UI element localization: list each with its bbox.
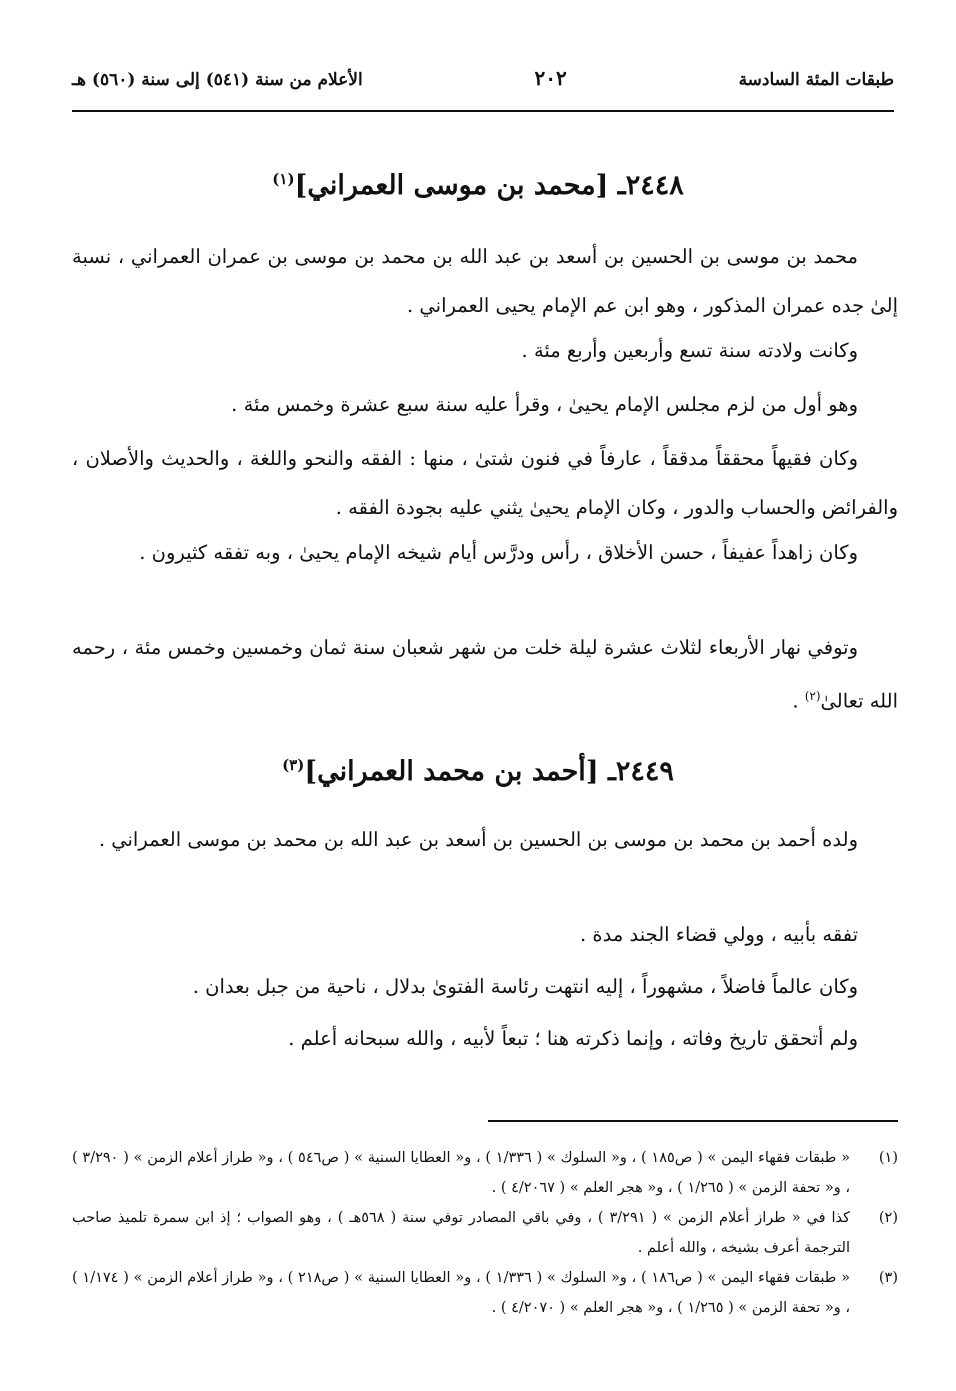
footnote — [72, 1143, 898, 1203]
footnote-number: (٢) — [878, 1210, 898, 1226]
footnote-ref[interactable]: (١) — [272, 170, 295, 188]
footnote-ref[interactable]: (٢) — [804, 689, 821, 703]
paragraph: تفقه بأبيه ، وولي قضاء الجند مدة . — [580, 923, 858, 946]
footnote — [72, 1203, 898, 1263]
paragraph — [72, 623, 898, 726]
paragraph: وكان زاهداً عفيفاً ، حسن الأخلاق ، رأس ودرَّس أيام شيخه الإمام يحيىٰ ، وبه تفقه كثيرون . — [139, 541, 858, 564]
paragraph: محمد بن موسى بن الحسين بن أسعد بن عبد الله بن محمد بن موسى بن عمران العمراني ، نسبة إلىٰ جده عمران المذكور ، وهو ابن عم الإمام يحيى العمراني . — [72, 245, 898, 317]
paragraph: وكان عالماً فاضلاً ، مشهوراً ، إليه انتهت رئاسة الفتوىٰ بدلال ، ناحية من جبل بعدان . — [192, 975, 858, 998]
paragraph-end: . — [792, 689, 805, 713]
footnote-ref[interactable]: (٣) — [282, 756, 305, 774]
paragraph: ولم أتحقق تاريخ وفاته ، وإنما ذكرته هنا ؛ تبعاً لأبيه ، والله سبحانه أعلم . — [288, 1027, 858, 1050]
entry-title-2448 — [72, 170, 884, 201]
footnote-text: « طبقات فقهاء اليمن » ( ص١٨٦ ) ، و« السلوك » ( ١/٣٣٦ ) ، و« العطايا السنية » ( ص٢١٨ ) ، و« طراز أعلام الزمن » ( ١/١٧٤ ) ، و« تحفة الزمن » ( ١/٢٦٥ ) ، و« هجر العلم » ( ٤/٢٠٧٠ ) . — [72, 1270, 850, 1316]
entry-title-2449 — [72, 756, 884, 787]
paragraph: وكانت ولادته سنة تسع وأربعين وأربع مئة . — [521, 339, 858, 362]
footnote-divider — [488, 1120, 898, 1122]
paragraph: وهو أول من لزم مجلس الإمام يحيىٰ ، وقرأ عليه سنة سبع عشرة وخمس مئة . — [231, 393, 858, 416]
header-range-title: الأعلام من سنة (٥٤١) إلى سنة (٥٦٠) هـ — [72, 70, 363, 90]
footnote-number: (٣) — [878, 1270, 898, 1286]
paragraph: وكان فقيهاً محققاً مدققاً ، عارفاً في فنون شتىٰ ، منها : الفقه والنحو واللغة ، والحديث والأصلان ، والفرائض والحساب والدور ، وكان الإمام يحيىٰ يثني عليه بجودة الفقه . — [72, 447, 898, 519]
running-header — [72, 66, 894, 112]
page-number: ٢٠٢ — [534, 66, 567, 90]
paragraph: ولده أحمد بن محمد بن موسى بن الحسين بن أسعد بن عبد الله بن محمد بن موسى العمراني . — [98, 828, 858, 851]
footnote-number: (١) — [878, 1150, 898, 1166]
footnotes — [72, 1143, 898, 1323]
footnote-text: كذا في « طراز أعلام الزمن » ( ٣/٢٩١ ) ، وفي باقي المصادر توفي سنة ( ٥٦٨هـ ) ، وهو الصواب ؛ إذ ابن سمرة تلميذ صاحب الترجمة أعرف بشيخه ، والله أعلم . — [72, 1210, 850, 1256]
footnote-text: « طبقات فقهاء اليمن » ( ص١٨٥ ) ، و« السلوك » ( ١/٣٣٦ ) ، و« العطايا السنية » ( ص٥٤٦ ) ، و« طراز أعلام الزمن » ( ٣/٢٩٠ ) ، و« تحفة الزمن » ( ١/٢٦٥ ) ، و« هجر العلم » ( ٤/٢٠٦٧ ) . — [72, 1150, 850, 1196]
paragraph-text: وتوفي نهار الأربعاء لثلاث عشرة ليلة خلت من شهر شعبان سنة ثمان وخمسين وخمس مئة ، رحمه الله تعالىٰ — [72, 636, 898, 713]
entry-title-text: ٢٤٤٩ـ [أحمد بن محمد العمراني] — [304, 756, 674, 787]
entry-title-text: ٢٤٤٨ـ [محمد بن موسى العمراني] — [294, 170, 684, 201]
footnote — [72, 1263, 898, 1323]
header-section-title: طبقات المئة السادسة — [738, 70, 894, 90]
